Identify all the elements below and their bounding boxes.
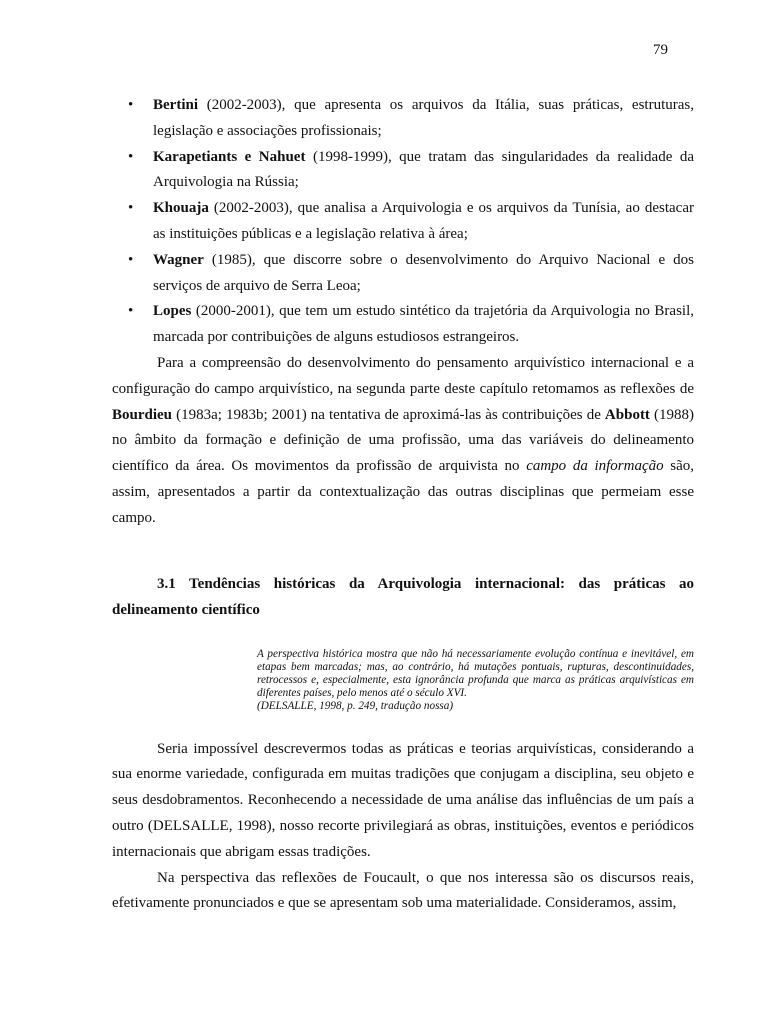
author-name: Bertini [153,97,198,113]
list-item [112,145,694,197]
list-item [112,299,694,351]
list-item [112,93,694,145]
paragraph-text: (1988) no âmbito da formação e definição de uma profissão, uma das variáveis do delineamento científico da área. Os movimentos da profissão de arquivista no [112,406,694,475]
paragraph-text: (1983a; 1983b; 2001) na tentativa de aproximá-las às contribuições de [172,406,605,423]
page-content [112,93,694,917]
reference-list [112,93,694,351]
paragraph-text: Para a compreensão do desenvolvimento do pensamento arquivístico internacional e a configuração do campo arquivístico, na segunda parte deste capítulo retomamos as reflexões de [112,354,694,397]
list-item-text: (2002-2003), que analisa a Arquivologia e os arquivos da Tunísia, ao destacar as instituições públicas e a legislação relativa à área; [153,200,694,242]
quote-text: A perspectiva histórica mostra que não há necessariamente evolução contínua e inevitável, em etapas bem marcadas; mas, ao contrário, há mutações pontuais, rupturas, descontinuidades, retrocessos e, especialmente, esta ignorância profunda que marca as práticas arquivísticas em diferentes países, pelo menos até o século XVI. [257,647,694,700]
quote-citation: (DELSALLE, 1998, p. 249, tradução nossa) [257,700,454,713]
page-number: 79 [653,42,668,58]
list-item [112,196,694,248]
block-quote [257,648,694,714]
list-item [112,248,694,300]
list-item-text: (1985), que discorre sobre o desenvolvimento do Arquivo Nacional e dos serviços de arquivo de Serra Leoa; [153,251,694,294]
author-name: Wagner [153,251,204,268]
list-item-text: (1998-1999), que tratam das singularidades da realidade da Arquivologia na Rússia; [153,148,694,191]
paragraph-text: são, assim, apresentados a partir da contextualização das outras disciplinas que permeiam esse campo. [112,458,695,526]
author-name: Abbott [604,406,650,423]
list-item-text: (2000-2001), que tem um estudo sintético da trajetória da Arquivologia no Brasil, marcada por contribuições de alguns estudiosos estrangeiros. [153,303,694,346]
emphasized-term: campo da informação [526,458,664,475]
author-name: Karapetiants e Nahuet [153,148,306,165]
section-heading: 3.1 Tendências históricas da Arquivologia internacional: das práticas ao delineamento científico [112,575,694,618]
body-paragraph: Na perspectiva das reflexões de Foucault, o que nos interessa são os discursos reais, efetivamente pronunciados e que se apresentam sob uma materialidade. Consideramos, assim, [112,869,694,912]
list-item-text: (2002-2003), que apresenta os arquivos da Itália, suas práticas, estruturas, legislação e associações profissionais; [153,97,694,139]
author-name: Khouaja [153,200,209,217]
body-paragraph [112,351,694,532]
author-name: Lopes [153,303,192,320]
author-name: Bourdieu [112,406,173,423]
body-paragraph: Seria impossível descrevermos todas as práticas e teorias arquivísticas, considerando a sua enorme variedade, configurada em muitas tradições que conjugam a disciplina, seu objeto e seus desdobramentos. Reconhecendo a necessidade de uma análise das influências de um país a outro (DELSALLE, 1998), nosso recorte privilegiará as obras, instituições, eventos e periódicos internacionais que abrigam essas tradições. [112,740,694,860]
